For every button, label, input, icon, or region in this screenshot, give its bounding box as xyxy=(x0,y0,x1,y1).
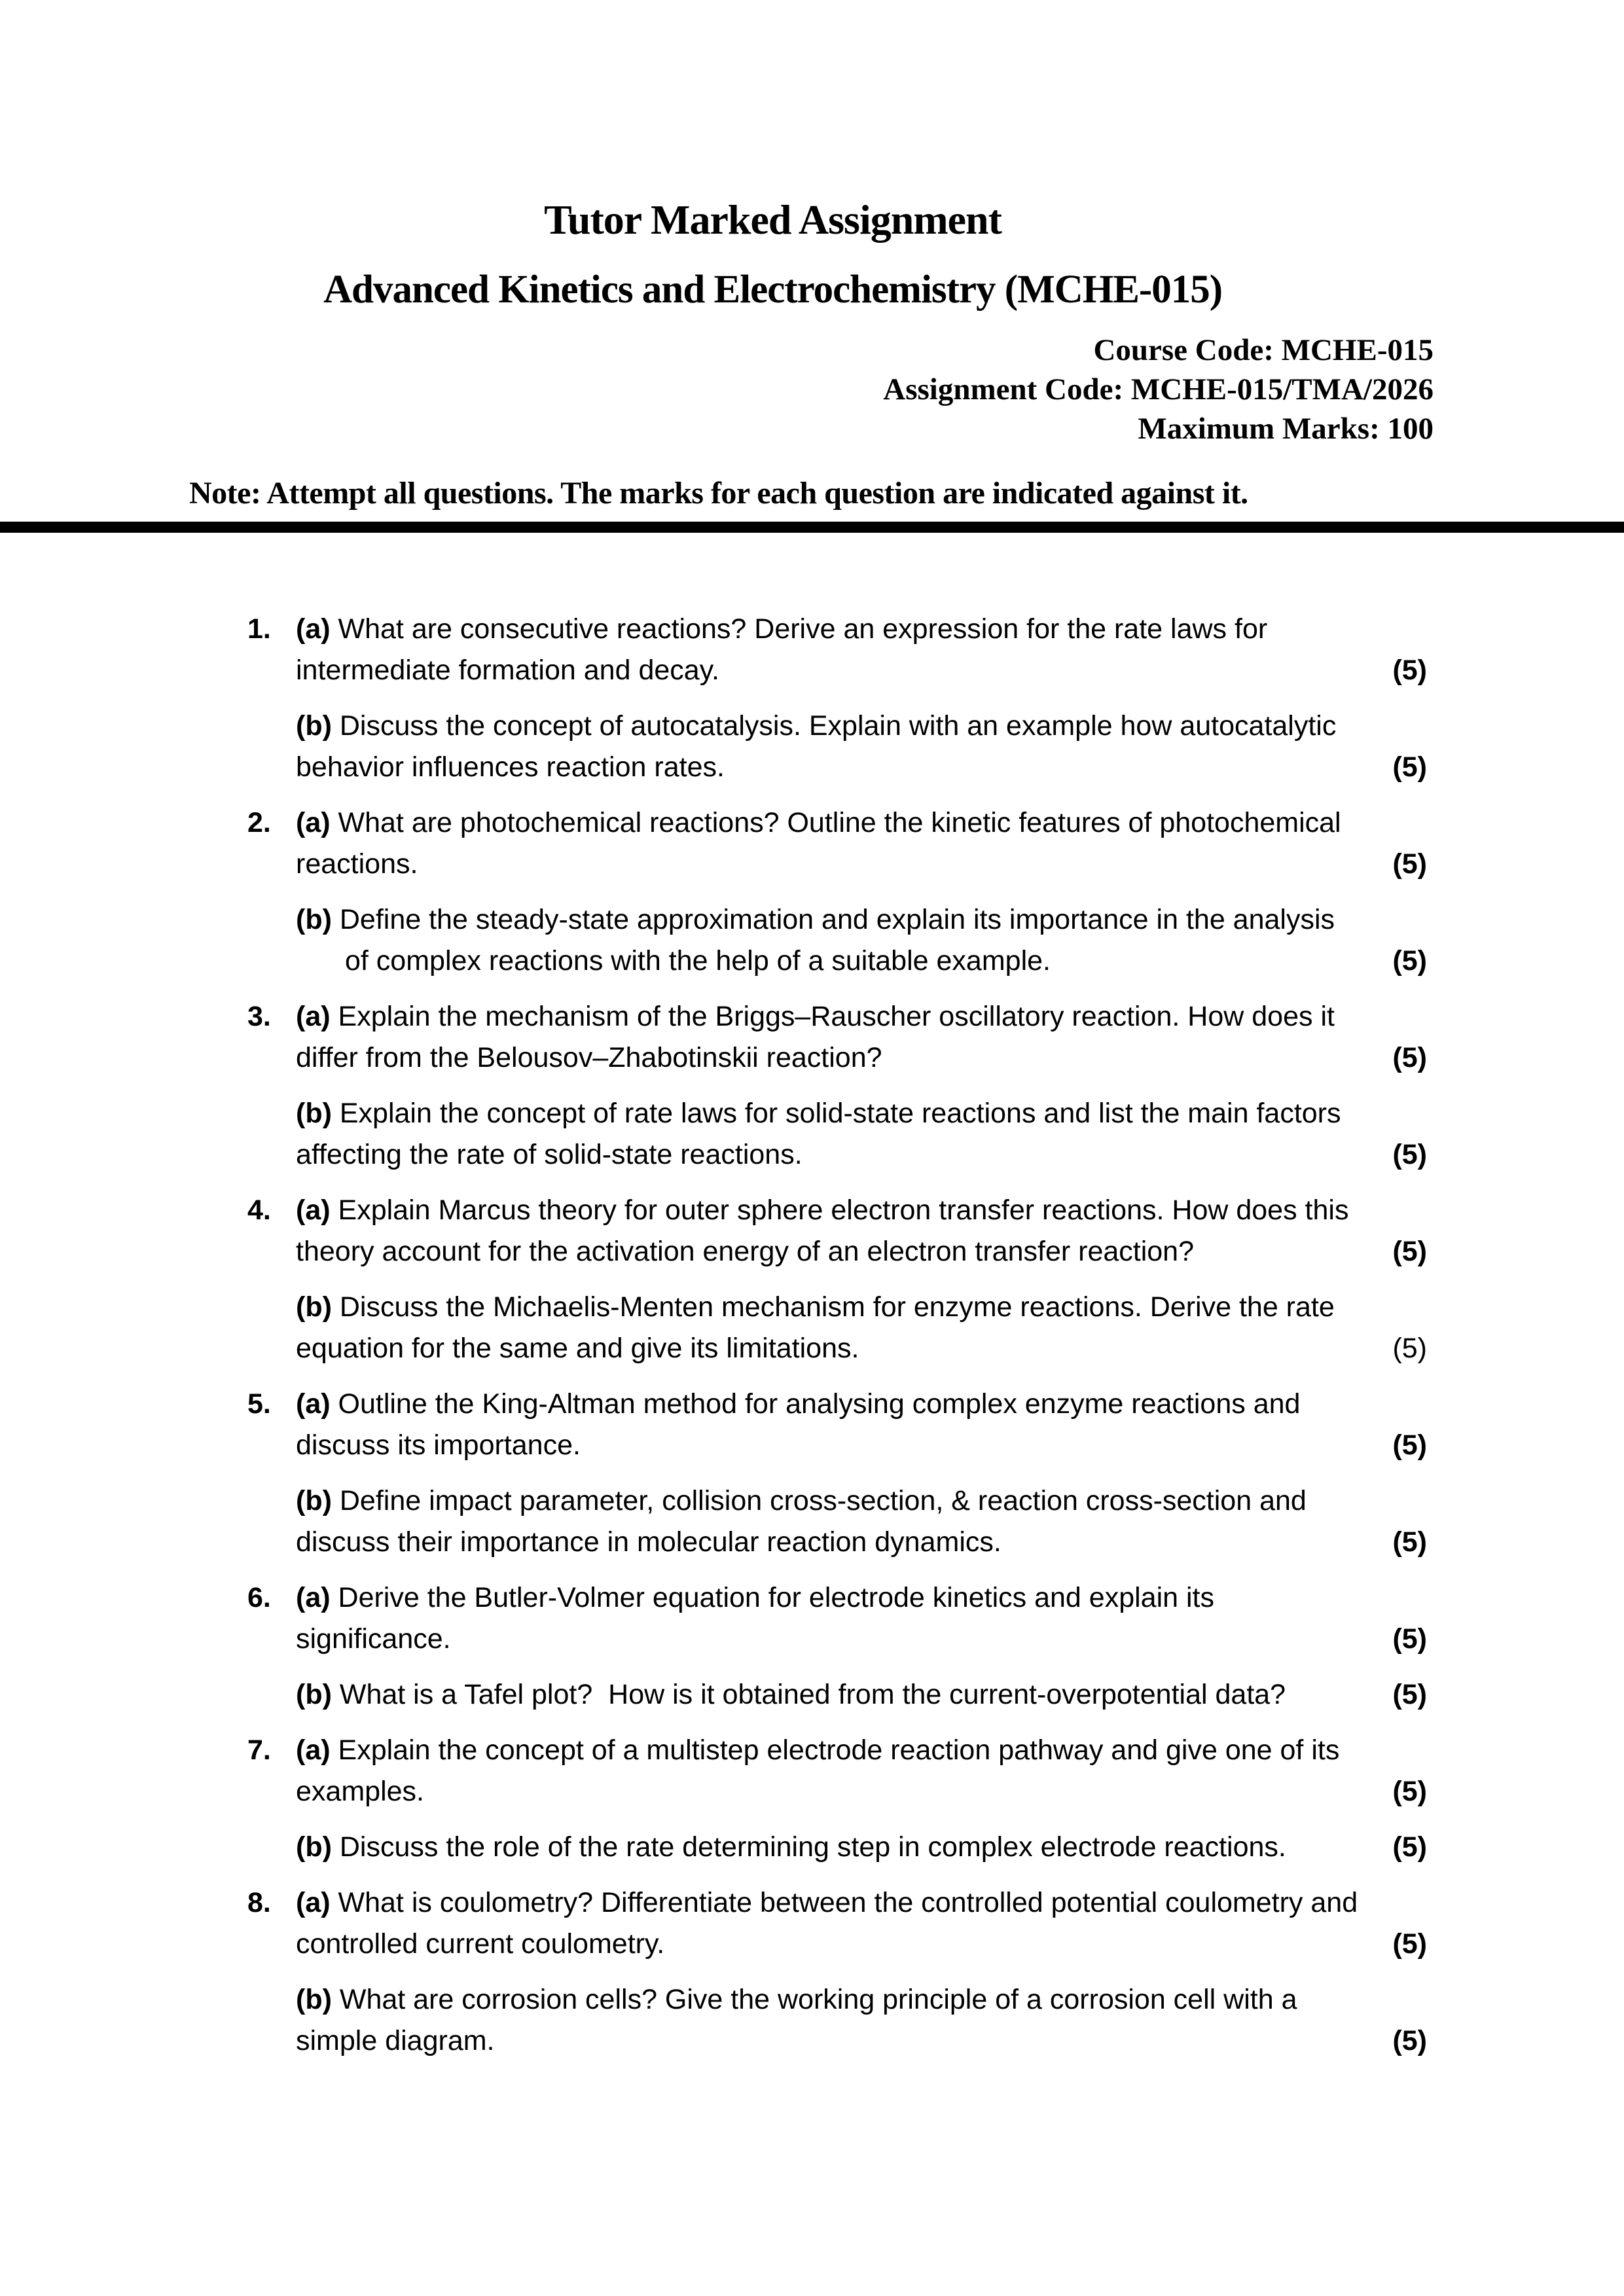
part-label: (b) xyxy=(296,1679,332,1710)
part-marks: (5) xyxy=(1392,1831,1427,1863)
page-subtitle: Advanced Kinetics and Electrochemistry (MCHE-015) xyxy=(323,268,1223,312)
part-line: discuss its importance. xyxy=(296,1429,581,1461)
part-line: (b) Discuss the concept of autocatalysis. Explain with an example how autocatalytic xyxy=(296,710,1337,742)
part-marks: (5) xyxy=(1392,2025,1427,2056)
page-title: Tutor Marked Assignment xyxy=(544,196,1001,243)
part-line: significance. xyxy=(296,1623,451,1655)
part-label: (b) xyxy=(296,1984,332,2015)
question-part xyxy=(190,1827,1434,1868)
question-part xyxy=(190,1384,1434,1466)
part-marks: (5) xyxy=(1392,751,1427,783)
question-number: 7. xyxy=(247,1734,271,1766)
part-line: discuss their importance in molecular reaction dynamics. xyxy=(296,1526,1001,1558)
part-line: examples. xyxy=(296,1776,424,1807)
question-number: 3. xyxy=(247,1001,271,1032)
part-line: 4. (a) Explain Marcus theory for outer sphere electron transfer reactions. How does this xyxy=(190,1190,1434,1231)
divider-rule xyxy=(0,522,1624,533)
course-meta-block xyxy=(883,331,1434,448)
part-marks: (5) xyxy=(1392,1679,1427,1710)
part-line: (b) Discuss the role of the rate determining step in complex electrode reactions. xyxy=(296,1831,1286,1863)
part-line: of complex reactions with the help of a suitable example. xyxy=(345,945,1051,977)
part-line: 3. (a) Explain the mechanism of the Briggs–Rauscher oscillatory reaction. How does it xyxy=(190,996,1434,1037)
part-marks: (5) xyxy=(1392,945,1427,977)
question-number: 1. xyxy=(247,613,271,645)
question-number: 6. xyxy=(247,1582,271,1613)
assignment-code: Assignment Code: MCHE-015/TMA/2026 xyxy=(883,372,1434,406)
course-code: Course Code: MCHE-015 xyxy=(1093,333,1434,367)
question-part xyxy=(190,1480,1434,1563)
part-line: 5. (a) Outline the King-Altman method for analysing complex enzyme reactions and xyxy=(190,1384,1434,1425)
part-marks: (5) xyxy=(1392,1236,1427,1267)
part-line: 8. (a) What is coulometry? Differentiate between the controlled potential coulometry and xyxy=(190,1882,1434,1924)
part-line: differ from the Belousov–Zhabotinskii reaction? xyxy=(296,1042,882,1073)
question-part xyxy=(190,1979,1434,2062)
question-number: 8. xyxy=(247,1887,271,1918)
question-item xyxy=(190,802,1434,982)
question-part xyxy=(190,1882,1434,1965)
part-label: (a) xyxy=(296,807,331,838)
part-line: theory account for the activation energy of an electron transfer reaction? xyxy=(296,1236,1195,1267)
question-part xyxy=(190,1287,1434,1369)
part-label: (a) xyxy=(296,1887,331,1918)
part-label: (b) xyxy=(296,1485,332,1516)
part-line: equation for the same and give its limitations. xyxy=(296,1333,859,1364)
note-line: Note: Attempt all questions. The marks for each question are indicated against it. xyxy=(189,476,1248,511)
question-part xyxy=(190,996,1434,1079)
question-number: 2. xyxy=(247,807,271,838)
part-label: (b) xyxy=(296,1291,332,1323)
question-part xyxy=(190,1093,1434,1175)
part-line: affecting the rate of solid-state reactions. xyxy=(296,1139,803,1170)
part-label: (b) xyxy=(296,710,332,742)
question-item xyxy=(190,1384,1434,1563)
part-line: (b) Discuss the Michaelis-Menten mechanism for enzyme reactions. Derive the rate xyxy=(296,1291,1335,1323)
part-label: (b) xyxy=(296,1098,332,1129)
part-line: (b) Define impact parameter, collision cross-section, & reaction cross-section and xyxy=(296,1485,1307,1516)
part-label: (a) xyxy=(296,613,331,645)
maximum-marks: Maximum Marks: 100 xyxy=(1138,412,1434,446)
part-line: behavior influences reaction rates. xyxy=(296,751,725,783)
question-part xyxy=(190,609,1434,691)
part-marks: (5) xyxy=(1392,1928,1427,1960)
part-marks: (5) xyxy=(1392,1042,1427,1073)
question-item xyxy=(190,1882,1434,2062)
part-label: (b) xyxy=(296,904,332,935)
question-part xyxy=(190,1190,1434,1272)
question-part xyxy=(190,802,1434,885)
part-marks: (5) xyxy=(1392,1333,1427,1364)
part-label: (a) xyxy=(296,1582,331,1613)
part-line: 2. (a) What are photochemical reactions? Outline the kinetic features of photochemical xyxy=(190,802,1434,844)
part-marks: (5) xyxy=(1392,1776,1427,1807)
question-item xyxy=(190,1730,1434,1868)
part-marks: (5) xyxy=(1392,1623,1427,1655)
question-item xyxy=(190,1190,1434,1369)
question-number: 4. xyxy=(247,1194,271,1226)
part-line: 7. (a) Explain the concept of a multistep electrode reaction pathway and give one of its xyxy=(190,1730,1434,1771)
part-label: (b) xyxy=(296,1831,332,1863)
question-list xyxy=(190,609,1434,2076)
question-part xyxy=(190,1730,1434,1812)
question-part xyxy=(190,1577,1434,1660)
part-marks: (5) xyxy=(1392,1526,1427,1558)
part-marks: (5) xyxy=(1392,655,1427,686)
part-line: (b) Explain the concept of rate laws for solid-state reactions and list the main factors xyxy=(296,1098,1341,1129)
part-marks: (5) xyxy=(1392,1139,1427,1170)
part-line: intermediate formation and decay. xyxy=(296,655,719,686)
part-label: (a) xyxy=(296,1734,331,1766)
part-line: controlled current coulometry. xyxy=(296,1928,665,1960)
question-part xyxy=(190,1674,1434,1715)
question-item xyxy=(190,1577,1434,1715)
part-label: (a) xyxy=(296,1388,331,1420)
part-marks: (5) xyxy=(1392,848,1427,880)
part-marks: (5) xyxy=(1392,1429,1427,1461)
part-line: (b) Define the steady-state approximation and explain its importance in the analysis xyxy=(296,904,1335,935)
question-item xyxy=(190,996,1434,1175)
part-label: (a) xyxy=(296,1194,331,1226)
part-label: (a) xyxy=(296,1001,331,1032)
part-line: 1. (a) What are consecutive reactions? Derive an expression for the rate laws for xyxy=(190,609,1434,650)
question-part xyxy=(190,899,1434,982)
part-line: 6. (a) Derive the Butler-Volmer equation for electrode kinetics and explain its xyxy=(190,1577,1434,1619)
part-line: reactions. xyxy=(296,848,418,880)
question-number: 5. xyxy=(247,1388,271,1420)
question-item xyxy=(190,609,1434,788)
question-part xyxy=(190,706,1434,788)
part-line: (b) What are corrosion cells? Give the working principle of a corrosion cell with a xyxy=(296,1984,1297,2015)
part-line: simple diagram. xyxy=(296,2025,495,2056)
part-line: (b) What is a Tafel plot? How is it obtained from the current-overpotential data? xyxy=(296,1679,1286,1710)
